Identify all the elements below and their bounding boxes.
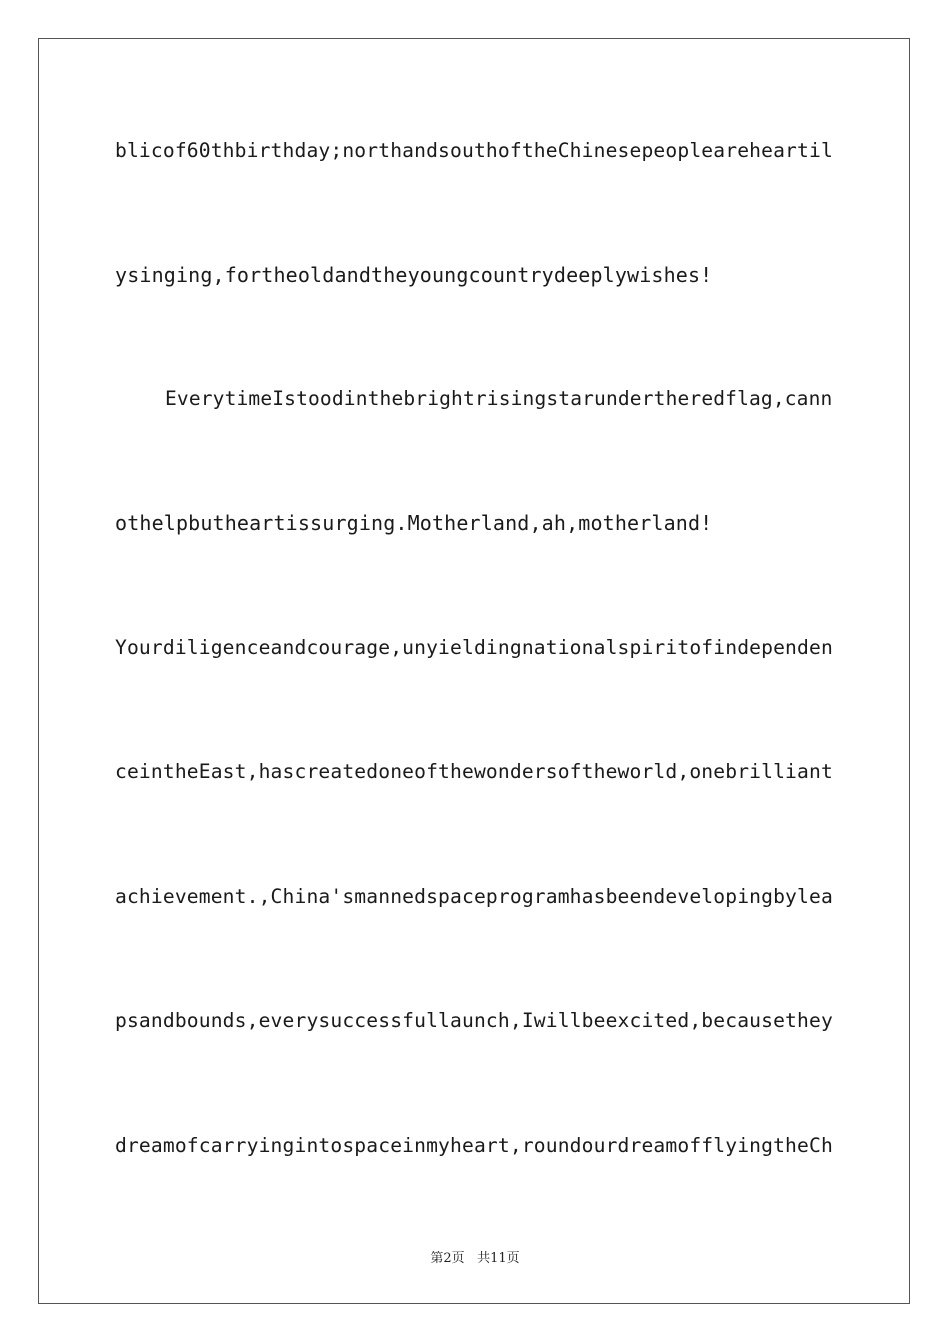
text-line-3: EverytimeIstoodinthebrightrisingstarundertheredflag,cann <box>165 387 833 410</box>
text-line-1: blicof60thbirthday;northandsouthoftheChinesepeopleareheartil <box>115 139 833 162</box>
text-line-8: psandbounds,everysuccessfullaunch,Iwillbeexcited,becausethey <box>115 1009 833 1032</box>
text-line-5: Yourdiligenceandcourage,unyieldingnationalspiritofindependen <box>115 636 833 659</box>
total-pages: 共11页 <box>477 1251 520 1266</box>
page-number: 第2页 <box>430 1251 465 1266</box>
page-footer <box>0 1247 950 1266</box>
text-line-9: dreamofcarryingintospaceinmyheart,roundourdreamofflyingtheCh <box>115 1134 833 1157</box>
text-line-7: achievement.,China'smannedspaceprogramhasbeendevelopingbylea <box>115 885 833 908</box>
text-line-2: ysinging,fortheoldandtheyoungcountrydeeplywishes! <box>115 263 713 287</box>
text-line-6: ceintheEast,hascreatedoneofthewondersoftheworld,onebrilliant <box>115 760 833 783</box>
page-border <box>38 38 910 1304</box>
text-line-4: othelpbutheartissurging.Motherland,ah,motherland! <box>115 511 713 535</box>
